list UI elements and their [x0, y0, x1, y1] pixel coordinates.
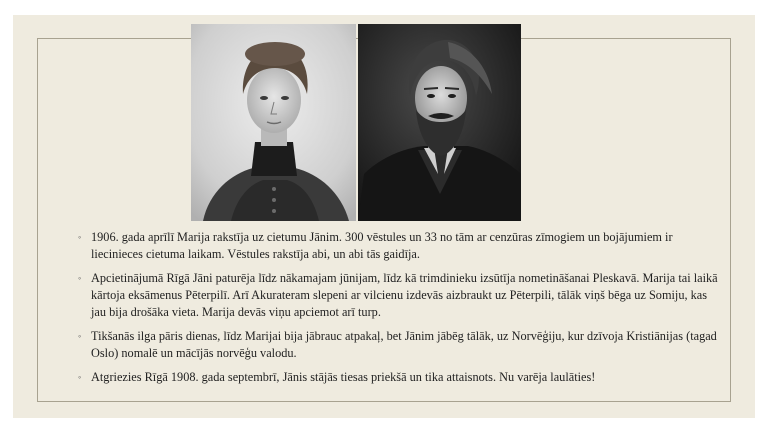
bullet-marker-icon: ◦: [78, 331, 82, 341]
bullet-item: [78, 369, 718, 386]
bullet-text: Tikšanās ilga pāris dienas, līdz Marijai bija jābrauc atpakaļ, bet Jānim jābēg tālāk, uz Norvēģiju, kur dzīvoja Kristiānijas (tagad Oslo) nomalē un mācījās norvēģu valodu.: [91, 329, 717, 360]
bullet-text: Apcietinājumā Rīgā Jāni paturēja līdz nākamajam jūnijam, līdz kā trimdinieku izsūtīja nometināšanai Pleskavā. Marija tai laikā kārtoja eksāmenus Pēterpilī. Arī Akurateram slepeni ar vilcienu izdevās aizbraukt uz Pēterpili, tālāk viņš bēga uz Somiju, kas jau bija drošāka vieta. Marija devās viņu apciemot arī turp.: [91, 271, 718, 319]
bullet-text: 1906. gada aprīlī Marija rakstīja uz cietumu Jānim. 300 vēstules un 33 no tām ar cenzūras zīmogiem un bojājumiem ir liecinieces cietuma laikam. Vēstules rakstīja abi, un abi tās gaidīja.: [91, 230, 673, 261]
portrait-man-photo: [358, 24, 521, 221]
bullet-item: [78, 328, 718, 362]
bullet-marker-icon: ◦: [78, 372, 82, 382]
bullet-item: [78, 270, 718, 321]
bullet-list: [78, 229, 718, 393]
portrait-man-image: [358, 24, 521, 221]
portrait-woman-image: [191, 24, 356, 221]
bullet-text: Atgriezies Rīgā 1908. gada septembrī, Jānis stājās tiesas priekšā un tika attaisnots. Nu varēja laulāties!: [91, 370, 596, 384]
portrait-woman-photo: [191, 24, 356, 221]
bullet-item: [78, 229, 718, 263]
bullet-marker-icon: ◦: [78, 273, 82, 283]
bullet-marker-icon: ◦: [78, 232, 82, 242]
